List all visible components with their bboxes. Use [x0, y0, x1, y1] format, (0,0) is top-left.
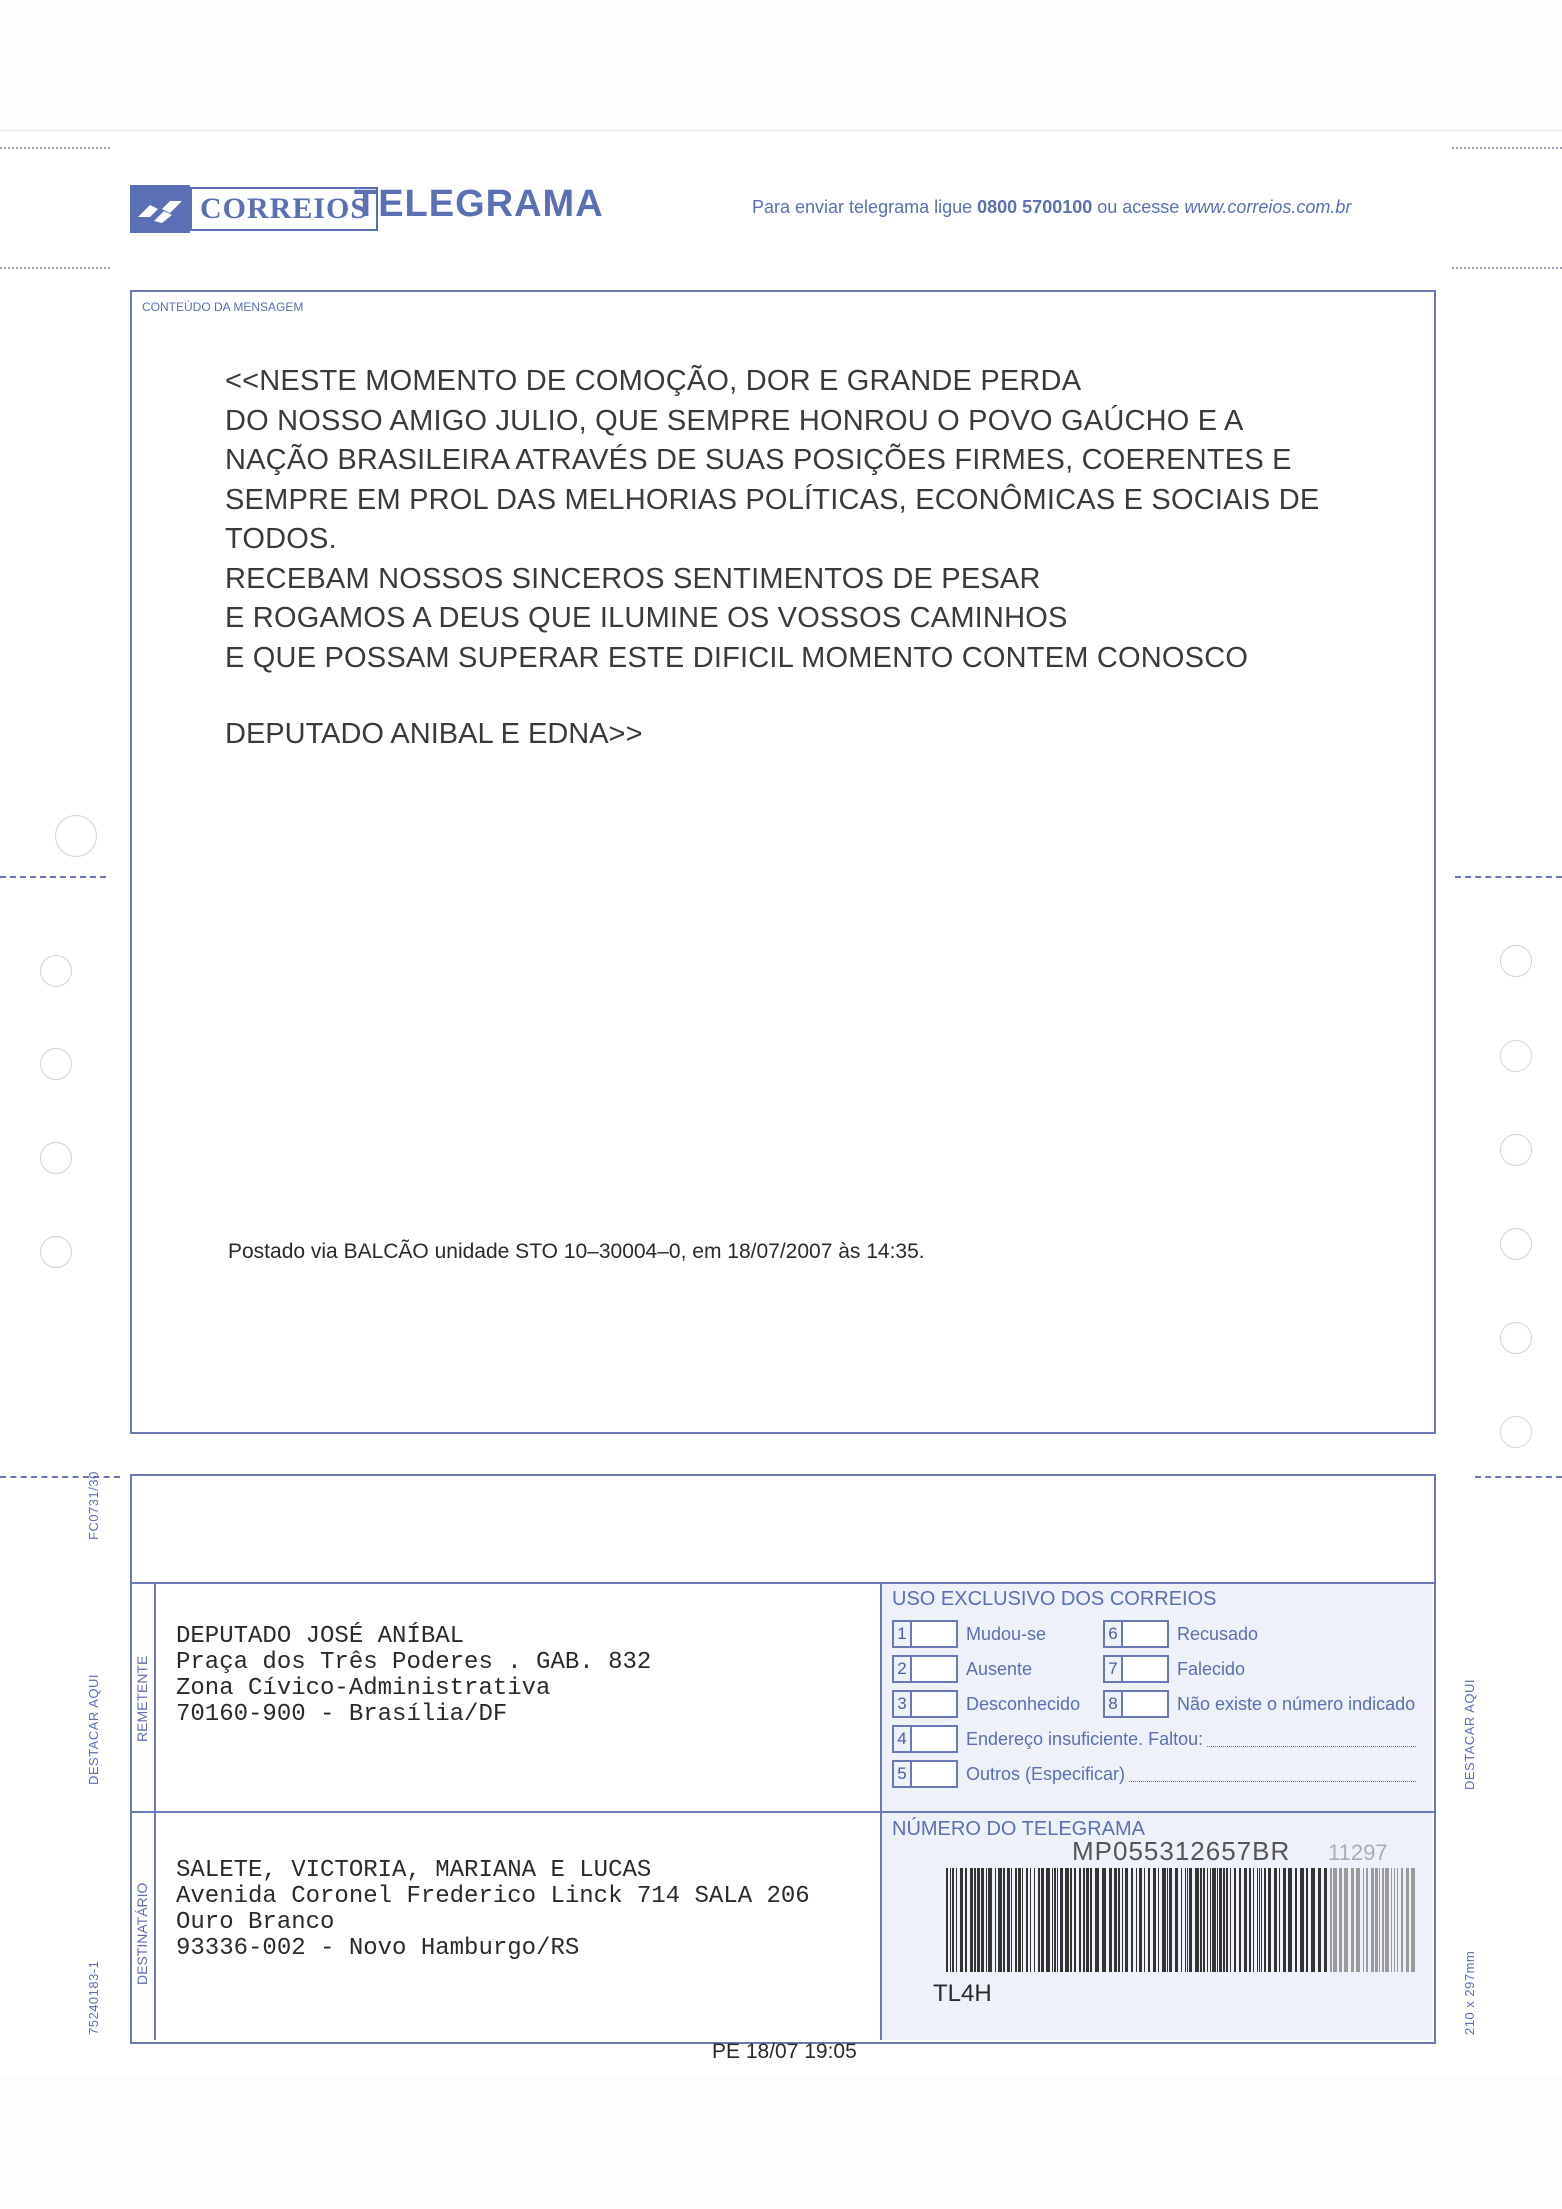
barcode-bar: [1253, 1868, 1254, 1972]
feed-hole: [40, 1236, 72, 1268]
serial-number: 75240183-1: [86, 1960, 101, 2035]
phone-number: 0800 5700100: [977, 197, 1093, 217]
barcode-bar: [1079, 1868, 1081, 1972]
barcode-bar: [1167, 1868, 1168, 1972]
feed-hole: [40, 1142, 72, 1174]
barcode-bar: [1086, 1868, 1089, 1972]
barcode-bar: [1212, 1868, 1216, 1972]
detach-here-right: DESTACAR AQUI: [1462, 1678, 1477, 1790]
option-label: Outros (Especificar): [966, 1763, 1126, 1784]
message-line: <<NESTE MOMENTO DE COMOÇÃO, DOR E GRANDE PERDA: [225, 365, 1082, 397]
checkbox[interactable]: [912, 1655, 958, 1683]
option-outros[interactable]: [892, 1760, 1416, 1788]
option-falecido[interactable]: [1103, 1655, 1245, 1683]
barcode-bar: [1038, 1868, 1040, 1972]
barcode-bar: [1181, 1868, 1182, 1972]
option-endereco-insuficiente[interactable]: [892, 1725, 1416, 1753]
option-mudou-se[interactable]: [892, 1620, 1046, 1648]
recipient-label: DESTINATÁRIO: [134, 1882, 150, 1985]
header-info: [752, 197, 1351, 218]
form-code: FC0731/30: [86, 1471, 101, 1540]
barcode-bar: [1083, 1868, 1085, 1972]
barcode-bar: [998, 1868, 1002, 1972]
message-body: [225, 362, 1319, 678]
option-desconhecido[interactable]: [892, 1690, 1080, 1718]
divider-middle: [130, 1811, 1434, 1813]
recipient-line: Ouro Branco: [176, 1909, 335, 1936]
sender-line: DEPUTADO JOSÉ ANÍBAL: [176, 1623, 465, 1650]
barcode-bar: [1148, 1868, 1150, 1972]
logo-wordmark: CORREIOS: [190, 187, 378, 231]
barcode-bar: [1363, 1868, 1364, 1972]
feed-hole: [55, 815, 97, 857]
barcode-bar: [1070, 1868, 1072, 1972]
info-mid: ou acesse: [1092, 197, 1185, 217]
barcode-bar: [1203, 1868, 1205, 1972]
barcode-bar: [1210, 1868, 1211, 1972]
barcode-bar: [995, 1868, 996, 1972]
barcode-bar: [1187, 1868, 1188, 1972]
barcode-bar: [1102, 1868, 1106, 1972]
option-number: 2: [892, 1655, 912, 1683]
barcode-bar: [1411, 1868, 1415, 1972]
barcode-bar: [956, 1868, 957, 1972]
sender-label: REMETENTE: [134, 1655, 150, 1742]
barcode-bar: [1300, 1868, 1304, 1972]
barcode-bar: [1125, 1868, 1128, 1972]
barcode-bar: [1333, 1868, 1337, 1972]
barcode-bar: [1249, 1868, 1251, 1972]
barcode-bar: [1003, 1868, 1005, 1972]
barcode-bar: [1257, 1868, 1258, 1972]
option-recusado[interactable]: [1103, 1620, 1258, 1648]
checkbox[interactable]: [1123, 1690, 1169, 1718]
website-link[interactable]: www.correios.com.br: [1184, 197, 1352, 217]
sender-line: 70160-900 - Brasília/DF: [176, 1701, 508, 1728]
barcode-bar: [1385, 1868, 1389, 1972]
right-column-line: [880, 1582, 882, 2040]
barcode-bar: [1189, 1868, 1192, 1972]
option-label: Não existe o número indicado: [1177, 1693, 1416, 1714]
barcode-bar: [1279, 1868, 1280, 1972]
option-number: 4: [892, 1725, 912, 1753]
option-number: 6: [1103, 1620, 1123, 1648]
correios-logo: [130, 185, 378, 233]
barcode-bar: [1109, 1868, 1112, 1972]
barcode-bar: [1185, 1868, 1186, 1972]
barcode-bar: [1344, 1868, 1348, 1972]
barcode-bar: [1136, 1868, 1137, 1972]
barcode-bar: [1397, 1868, 1398, 1972]
barcode-bar: [1162, 1868, 1166, 1972]
option-label: Mudou-se: [966, 1623, 1047, 1644]
barcode-bar: [970, 1868, 973, 1972]
barcode-bar: [981, 1868, 984, 1972]
barcode-bar: [1311, 1868, 1315, 1972]
barcode-bar: [1158, 1868, 1159, 1972]
telegram-number: MP055312657BR: [1072, 1836, 1291, 1866]
barcode-bar: [1274, 1868, 1277, 1972]
barcode-bar: [1200, 1868, 1202, 1972]
barcode-bar: [1169, 1868, 1172, 1972]
barcode-bar: [1324, 1868, 1327, 1972]
correios-arrows-icon: [130, 185, 190, 233]
tear-line-left: [0, 876, 106, 878]
barcode-bar: [1394, 1868, 1395, 1972]
barcode-bar: [1406, 1868, 1409, 1972]
recipient-line: 93336-002 - Novo Hamburgo/RS: [176, 1935, 580, 1962]
paper-size: 210 x 297mm: [1462, 1950, 1477, 2035]
barcode-bar: [1268, 1868, 1271, 1972]
option-number: 7: [1103, 1655, 1123, 1683]
option-number: 5: [892, 1760, 912, 1788]
barcode-bar: [950, 1868, 951, 1972]
tear-line-right-lower: [1475, 1476, 1562, 1478]
option-label: Ausente: [966, 1658, 1033, 1679]
barcode-bar: [1239, 1868, 1241, 1972]
perforation-left: [0, 267, 110, 269]
delivery-stamp: PE 18/07 19:05: [712, 2040, 857, 2063]
barcode-bar: [1195, 1868, 1199, 1972]
message-line: RECEBAM NOSSOS SINCEROS SENTIMENTOS DE PESAR: [225, 562, 1041, 595]
feed-hole: [1500, 1134, 1532, 1166]
telegram-number-label: NÚMERO DO TELEGRAMA: [892, 1818, 1145, 1840]
barcode-bar: [986, 1868, 987, 1972]
recipient-line: SALETE, VICTORIA, MARIANA E LUCAS: [176, 1857, 652, 1884]
sender-line: Praça dos Três Poderes . GAB. 832: [176, 1649, 652, 1676]
barcode-bar: [1095, 1868, 1099, 1972]
barcode-bar: [1306, 1868, 1308, 1972]
barcode-bar: [1118, 1868, 1120, 1972]
barcode-bar: [1230, 1868, 1231, 1972]
barcode-bar: [1153, 1868, 1156, 1972]
fill-line[interactable]: [1207, 1732, 1416, 1747]
barcode-bar: [1034, 1868, 1035, 1972]
barcode-bar: [1144, 1868, 1145, 1972]
message-line: SEMPRE EM PROL DAS MELHORIAS POLÍTICAS, ECONÔMICAS E SOCIAIS DE: [225, 483, 1320, 516]
feed-hole: [1500, 945, 1532, 977]
tear-line-right: [1455, 876, 1562, 878]
feed-hole: [1500, 1322, 1532, 1354]
barcode-bar: [1382, 1868, 1384, 1972]
barcode-bar: [977, 1868, 980, 1972]
message-line: TODOS.: [225, 523, 337, 555]
barcode-bar: [974, 1868, 976, 1972]
option-label: Falecido: [1177, 1658, 1246, 1679]
feed-hole: [1500, 1040, 1532, 1072]
checkbox[interactable]: [912, 1620, 958, 1648]
barcode-bar: [1223, 1868, 1225, 1972]
option-nao-existe[interactable]: [1103, 1690, 1415, 1718]
barcode-bar: [1244, 1868, 1247, 1972]
option-ausente[interactable]: [892, 1655, 1032, 1683]
barcode-bar: [1007, 1868, 1010, 1972]
info-prefix: Para enviar telegrama ligue: [752, 197, 978, 217]
uso-title: USO EXCLUSIVO DOS CORREIOS: [892, 1588, 1217, 1610]
barcode-bar: [1234, 1868, 1236, 1972]
feed-hole: [1500, 1416, 1532, 1448]
barcode-bar: [952, 1868, 954, 1972]
barcode-bar: [1022, 1868, 1023, 1972]
feed-hole: [40, 1048, 72, 1080]
checkbox[interactable]: [1123, 1620, 1169, 1648]
barcode-bar: [1375, 1868, 1378, 1972]
option-number: 8: [1103, 1690, 1123, 1718]
barcode-bar: [1175, 1868, 1178, 1972]
posted-info: Postado via BALCÃO unidade STO 10–30004–0, em 18/07/2007 às 14:35.: [228, 1240, 925, 1263]
telegram-number-secondary: 11297: [1328, 1840, 1388, 1865]
detach-here-left: DESTACAR AQUI: [86, 1673, 101, 1785]
barcode-bar: [1259, 1868, 1260, 1972]
barcode-bar: [1060, 1868, 1063, 1972]
fill-line[interactable]: [1129, 1767, 1416, 1782]
barcode-bar: [1283, 1868, 1286, 1972]
label-column-line: [154, 1582, 156, 2040]
telegram-code: TL4H: [933, 1980, 992, 2007]
barcode-bar: [1226, 1868, 1228, 1972]
sender-address: [176, 1624, 651, 1728]
barcode-bar: [1011, 1868, 1012, 1972]
barcode-bar: [1379, 1868, 1380, 1972]
message-label: CONTEÚDO DA MENSAGEM: [142, 300, 304, 314]
barcode-bar: [1217, 1868, 1218, 1972]
barcode-bar: [1114, 1868, 1117, 1972]
barcode-bar: [1330, 1868, 1332, 1972]
barcode-bar: [1371, 1868, 1374, 1972]
recipient-line: Avenida Coronel Frederico Linck 714 SALA 206: [176, 1883, 810, 1910]
barcode-bar: [1065, 1868, 1069, 1972]
barcode-bar: [1074, 1868, 1076, 1972]
checkbox[interactable]: [1123, 1655, 1169, 1683]
option-label: Desconhecido: [966, 1693, 1081, 1714]
checkbox[interactable]: [912, 1690, 958, 1718]
option-number: 1: [892, 1620, 912, 1648]
barcode-bar: [1090, 1868, 1092, 1972]
barcode-bar: [1366, 1868, 1368, 1972]
barcode-bar: [946, 1868, 948, 1972]
barcode-bar: [1057, 1868, 1058, 1972]
checkbox[interactable]: [912, 1760, 958, 1788]
message-line: E ROGAMOS A DEUS QUE ILUMINE OS VOSSOS CAMINHOS: [225, 602, 1068, 634]
barcode-bar: [960, 1868, 963, 1972]
barcode-bar: [1207, 1868, 1208, 1972]
barcode-bar: [1030, 1868, 1031, 1972]
option-number: 3: [892, 1690, 912, 1718]
message-line: E QUE POSSAM SUPERAR ESTE DIFICIL MOMENTO CONTEM CONOSCO: [225, 641, 1249, 674]
barcode-bar: [1052, 1868, 1053, 1972]
barcode-bar: [965, 1868, 967, 1972]
option-label: Endereço insuficiente. Faltou:: [966, 1728, 1204, 1749]
barcode-bar: [1261, 1868, 1262, 1972]
message-line: DO NOSSO AMIGO JULIO, QUE SEMPRE HONROU O POVO GAÚCHO E A: [225, 404, 1244, 437]
barcode-bar: [1391, 1868, 1392, 1972]
message-line: NAÇÃO BRASILEIRA ATRAVÉS DE SUAS POSIÇÕES FIRMES, COERENTES E: [225, 444, 1292, 476]
barcode: [946, 1868, 1416, 1972]
barcode-bar: [1295, 1868, 1297, 1972]
barcode-bar: [1264, 1868, 1266, 1972]
barcode-bar: [1041, 1868, 1044, 1972]
barcode-bar: [988, 1868, 992, 1972]
barcode-bar: [1131, 1868, 1133, 1972]
option-label: Recusado: [1177, 1623, 1259, 1644]
barcode-bar: [1018, 1868, 1021, 1972]
perforation-top-left: [0, 147, 110, 149]
barcode-bar: [1318, 1868, 1321, 1972]
barcode-bar: [1401, 1868, 1403, 1972]
perforation-top-right: [1452, 147, 1562, 149]
divider-top: [130, 1582, 1434, 1584]
barcode-bar: [1122, 1868, 1123, 1972]
barcode-bar: [1356, 1868, 1360, 1972]
barcode-bar: [1139, 1868, 1142, 1972]
perforation-right: [1452, 267, 1562, 269]
checkbox[interactable]: [912, 1725, 958, 1753]
tear-line-left-lower: [0, 1476, 120, 1478]
barcode-bar: [1219, 1868, 1222, 1972]
barcode-bar: [1339, 1868, 1342, 1972]
barcode-bar: [1015, 1868, 1017, 1972]
recipient-address: [176, 1858, 810, 1962]
barcode-bar: [1351, 1868, 1354, 1972]
feed-hole: [1500, 1228, 1532, 1260]
barcode-bar: [1046, 1868, 1050, 1972]
barcode-bar: [1288, 1868, 1292, 1972]
document-title: TELEGRAMA: [354, 183, 604, 225]
feed-hole: [40, 955, 72, 987]
message-signature: DEPUTADO ANIBAL E EDNA>>: [225, 718, 643, 750]
sender-line: Zona Cívico-Administrativa: [176, 1675, 551, 1702]
barcode-bar: [1026, 1868, 1028, 1972]
barcode-bar: [1054, 1868, 1056, 1972]
